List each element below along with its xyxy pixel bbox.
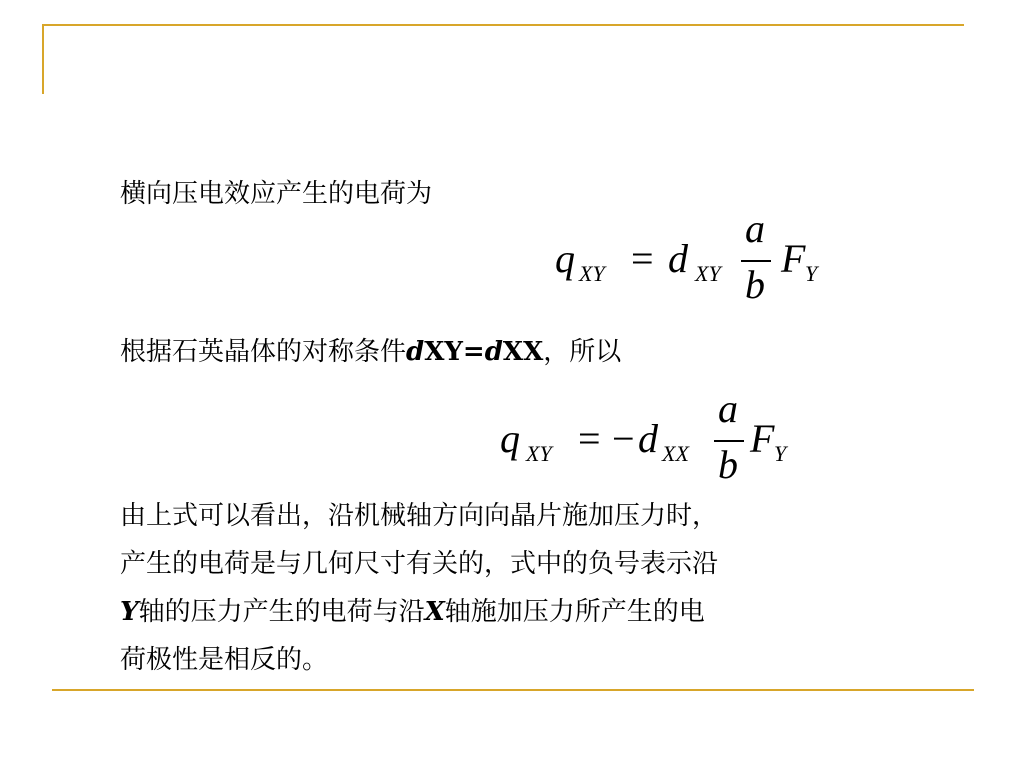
eq1-q-sub: XY [579, 261, 605, 286]
eq2-F-sub: Y [774, 441, 787, 466]
conclusion-paragraph [120, 492, 920, 684]
quartz-post-text: ，所以 [543, 337, 622, 367]
eq1-numerator: a [745, 206, 765, 251]
eq1-q: q [555, 236, 575, 281]
quartz-paragraph [120, 328, 621, 376]
eq2-q-sub: XY [526, 441, 552, 466]
conclusion-line-2: 产生的电荷是与几何尺寸有关的，式中的负号表示沿 [120, 549, 719, 579]
equation-transverse-charge [555, 205, 835, 310]
eq1-F-sub: Y [805, 261, 818, 286]
eq2-numerator: a [718, 386, 738, 431]
eq1-denominator: b [745, 262, 765, 307]
eq1-d-sub: XY [695, 261, 721, 286]
conclusion-line-3a: 轴的压力产生的电荷与沿 [138, 597, 425, 627]
eq2-F: F [750, 416, 775, 461]
quartz-xy: XY= [424, 337, 485, 367]
intro-paragraph [120, 170, 432, 218]
top-rule [42, 24, 964, 26]
eq1-equals: = [631, 236, 654, 281]
quartz-pre-text: 根据石英晶体的对称条件 [120, 337, 407, 367]
axis-y-label: Y [120, 597, 139, 627]
eq2-q: q [500, 416, 520, 461]
axis-x-label: X [424, 597, 445, 627]
conclusion-line-3b: 轴施加压力所产生的电 [444, 597, 705, 627]
eq2-equals: = [578, 416, 601, 461]
intro-text: 横向压电效应产生的电荷为 [120, 179, 433, 209]
bottom-rule [52, 689, 974, 691]
eq1-d: d [668, 236, 688, 281]
conclusion-line-4: 荷极性是相反的。 [120, 645, 329, 675]
eq2-denominator: b [718, 442, 738, 487]
quartz-d1: d [406, 337, 425, 367]
conclusion-line-1: 由上式可以看出，沿机械轴方向向晶片施加压力时， [120, 501, 719, 531]
quartz-d2: d [484, 337, 503, 367]
conclusion-line-3 [120, 588, 920, 636]
equation-quartz-charge [500, 385, 820, 490]
left-rule [42, 24, 44, 94]
quartz-xx: XX [502, 337, 544, 367]
eq1-F: F [781, 236, 806, 281]
eq2-minus: − [612, 416, 635, 461]
eq2-d-sub: XX [662, 441, 689, 466]
eq2-d: d [638, 416, 658, 461]
